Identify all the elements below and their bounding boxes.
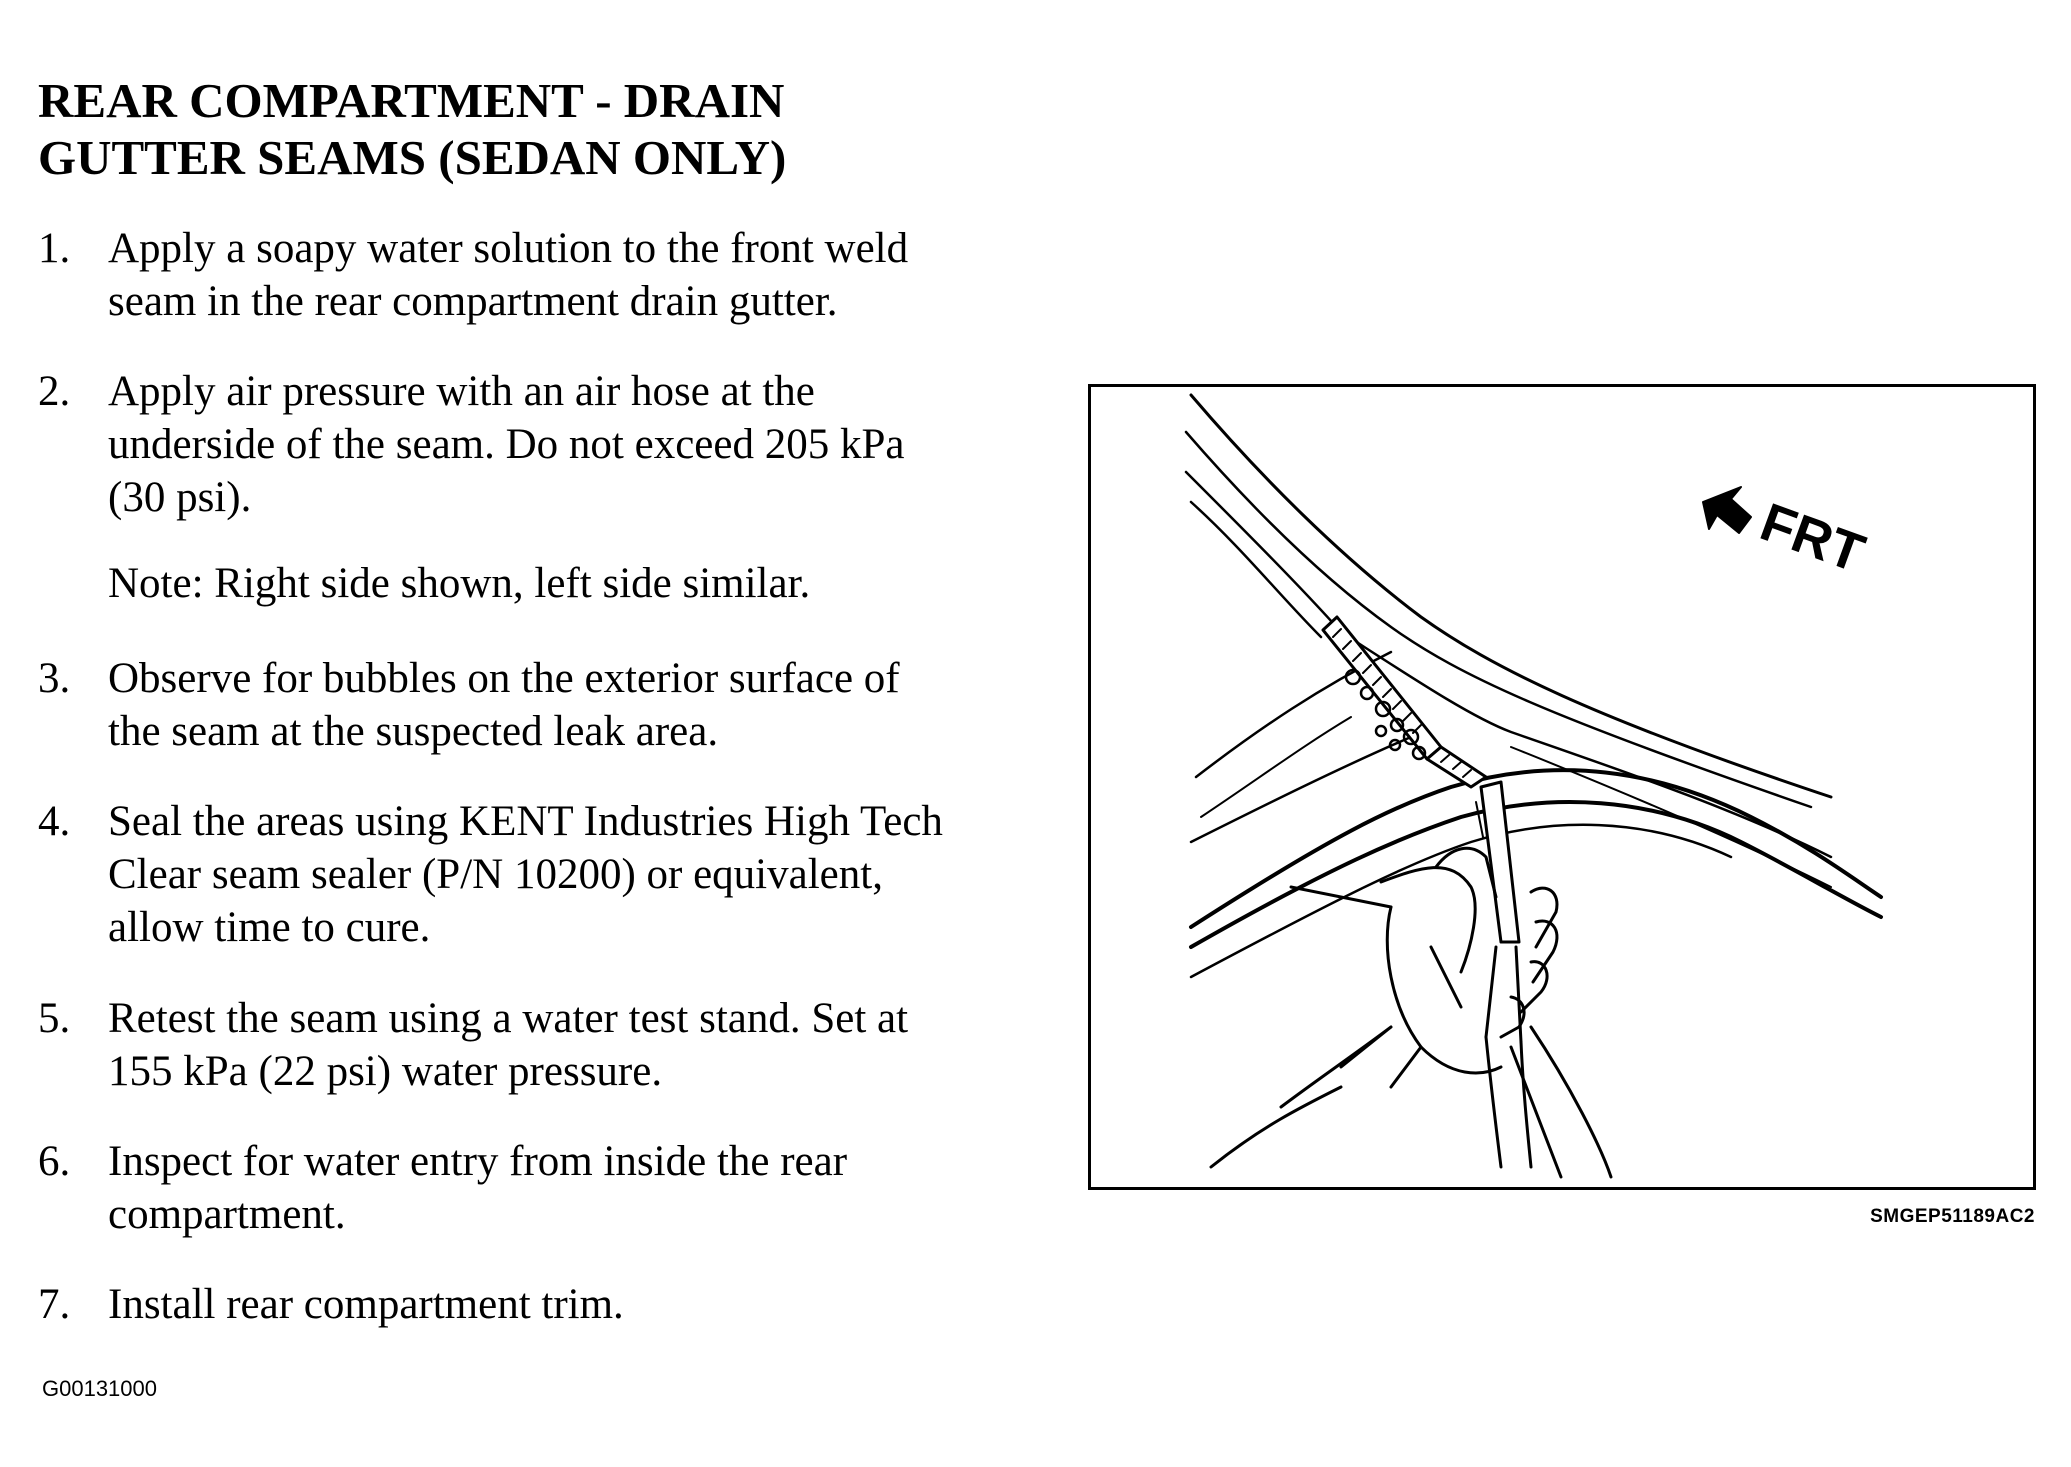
body-panel-edge [1191,395,1831,797]
step-6 [38,1135,1058,1241]
step-number: 1. [38,225,71,272]
step-number: 5. [38,995,71,1042]
step-line: compartment. [108,1191,346,1238]
illustration-frame [1088,384,2036,1190]
compartment-opening [1191,802,1881,947]
step-note: Note: Right side shown, left side similar. [108,560,811,607]
step-number: 2. [38,368,71,415]
step-1 [38,222,1058,328]
step-line: seam in the rear compartment drain gutter. [108,278,838,325]
step-5 [38,992,1058,1098]
figure-id: SMGEP51189AC2 [1870,1206,2035,1227]
document-id: G00131000 [42,1376,157,1401]
step-line: Apply a soapy water solution to the front weld [108,225,909,272]
step-number: 3. [38,655,71,702]
air-hose [1486,1037,1531,1167]
step-2 [38,365,1058,607]
step-line: Apply air pressure with an air hose at the [108,368,815,415]
step-number: 4. [38,798,71,845]
gutter-line [1191,737,1411,842]
step-3 [38,652,1058,758]
step-line: Seal the areas using KENT Industries High Tech [108,798,943,845]
step-4 [38,795,1058,954]
page-title [38,72,1038,186]
gutter-line [1201,717,1351,817]
step-line: Install rear compartment trim. [108,1281,624,1328]
front-direction-label: FRT [1752,491,1873,585]
hand-illustration [1211,848,1611,1177]
step-line: allow time to cure. [108,904,431,951]
body-panel-edge [1186,432,1811,807]
step-line: (30 psi). [108,474,252,521]
step-number: 7. [38,1281,71,1328]
front-direction-arrow [1703,487,1872,584]
drain-gutter-illustration [1091,387,2033,1187]
air-hose-nozzle [1476,802,1483,837]
step-line: Observe for bubbles on the exterior surface of [108,655,900,702]
compartment-opening [1191,770,1881,927]
step-line: underside of the seam. Do not exceed 205 kPa [108,421,905,468]
step-7 [38,1278,1058,1331]
step-line: Retest the seam using a water test stand. Set at [108,995,909,1042]
page-title-line-2: GUTTER SEAMS (SEDAN ONLY) [38,130,787,185]
step-line: the seam at the suspected leak area. [108,708,719,755]
page-title-line-1: REAR COMPARTMENT - DRAIN [38,73,785,128]
step-line: Inspect for water entry from inside the rear [108,1138,848,1185]
step-line: 155 kPa (22 psi) water pressure. [108,1048,663,1095]
gutter-line [1186,472,1341,632]
gutter-line [1191,502,1321,637]
step-line: Clear seam sealer (P/N 10200) or equivalent, [108,851,883,898]
step-number: 6. [38,1138,71,1185]
